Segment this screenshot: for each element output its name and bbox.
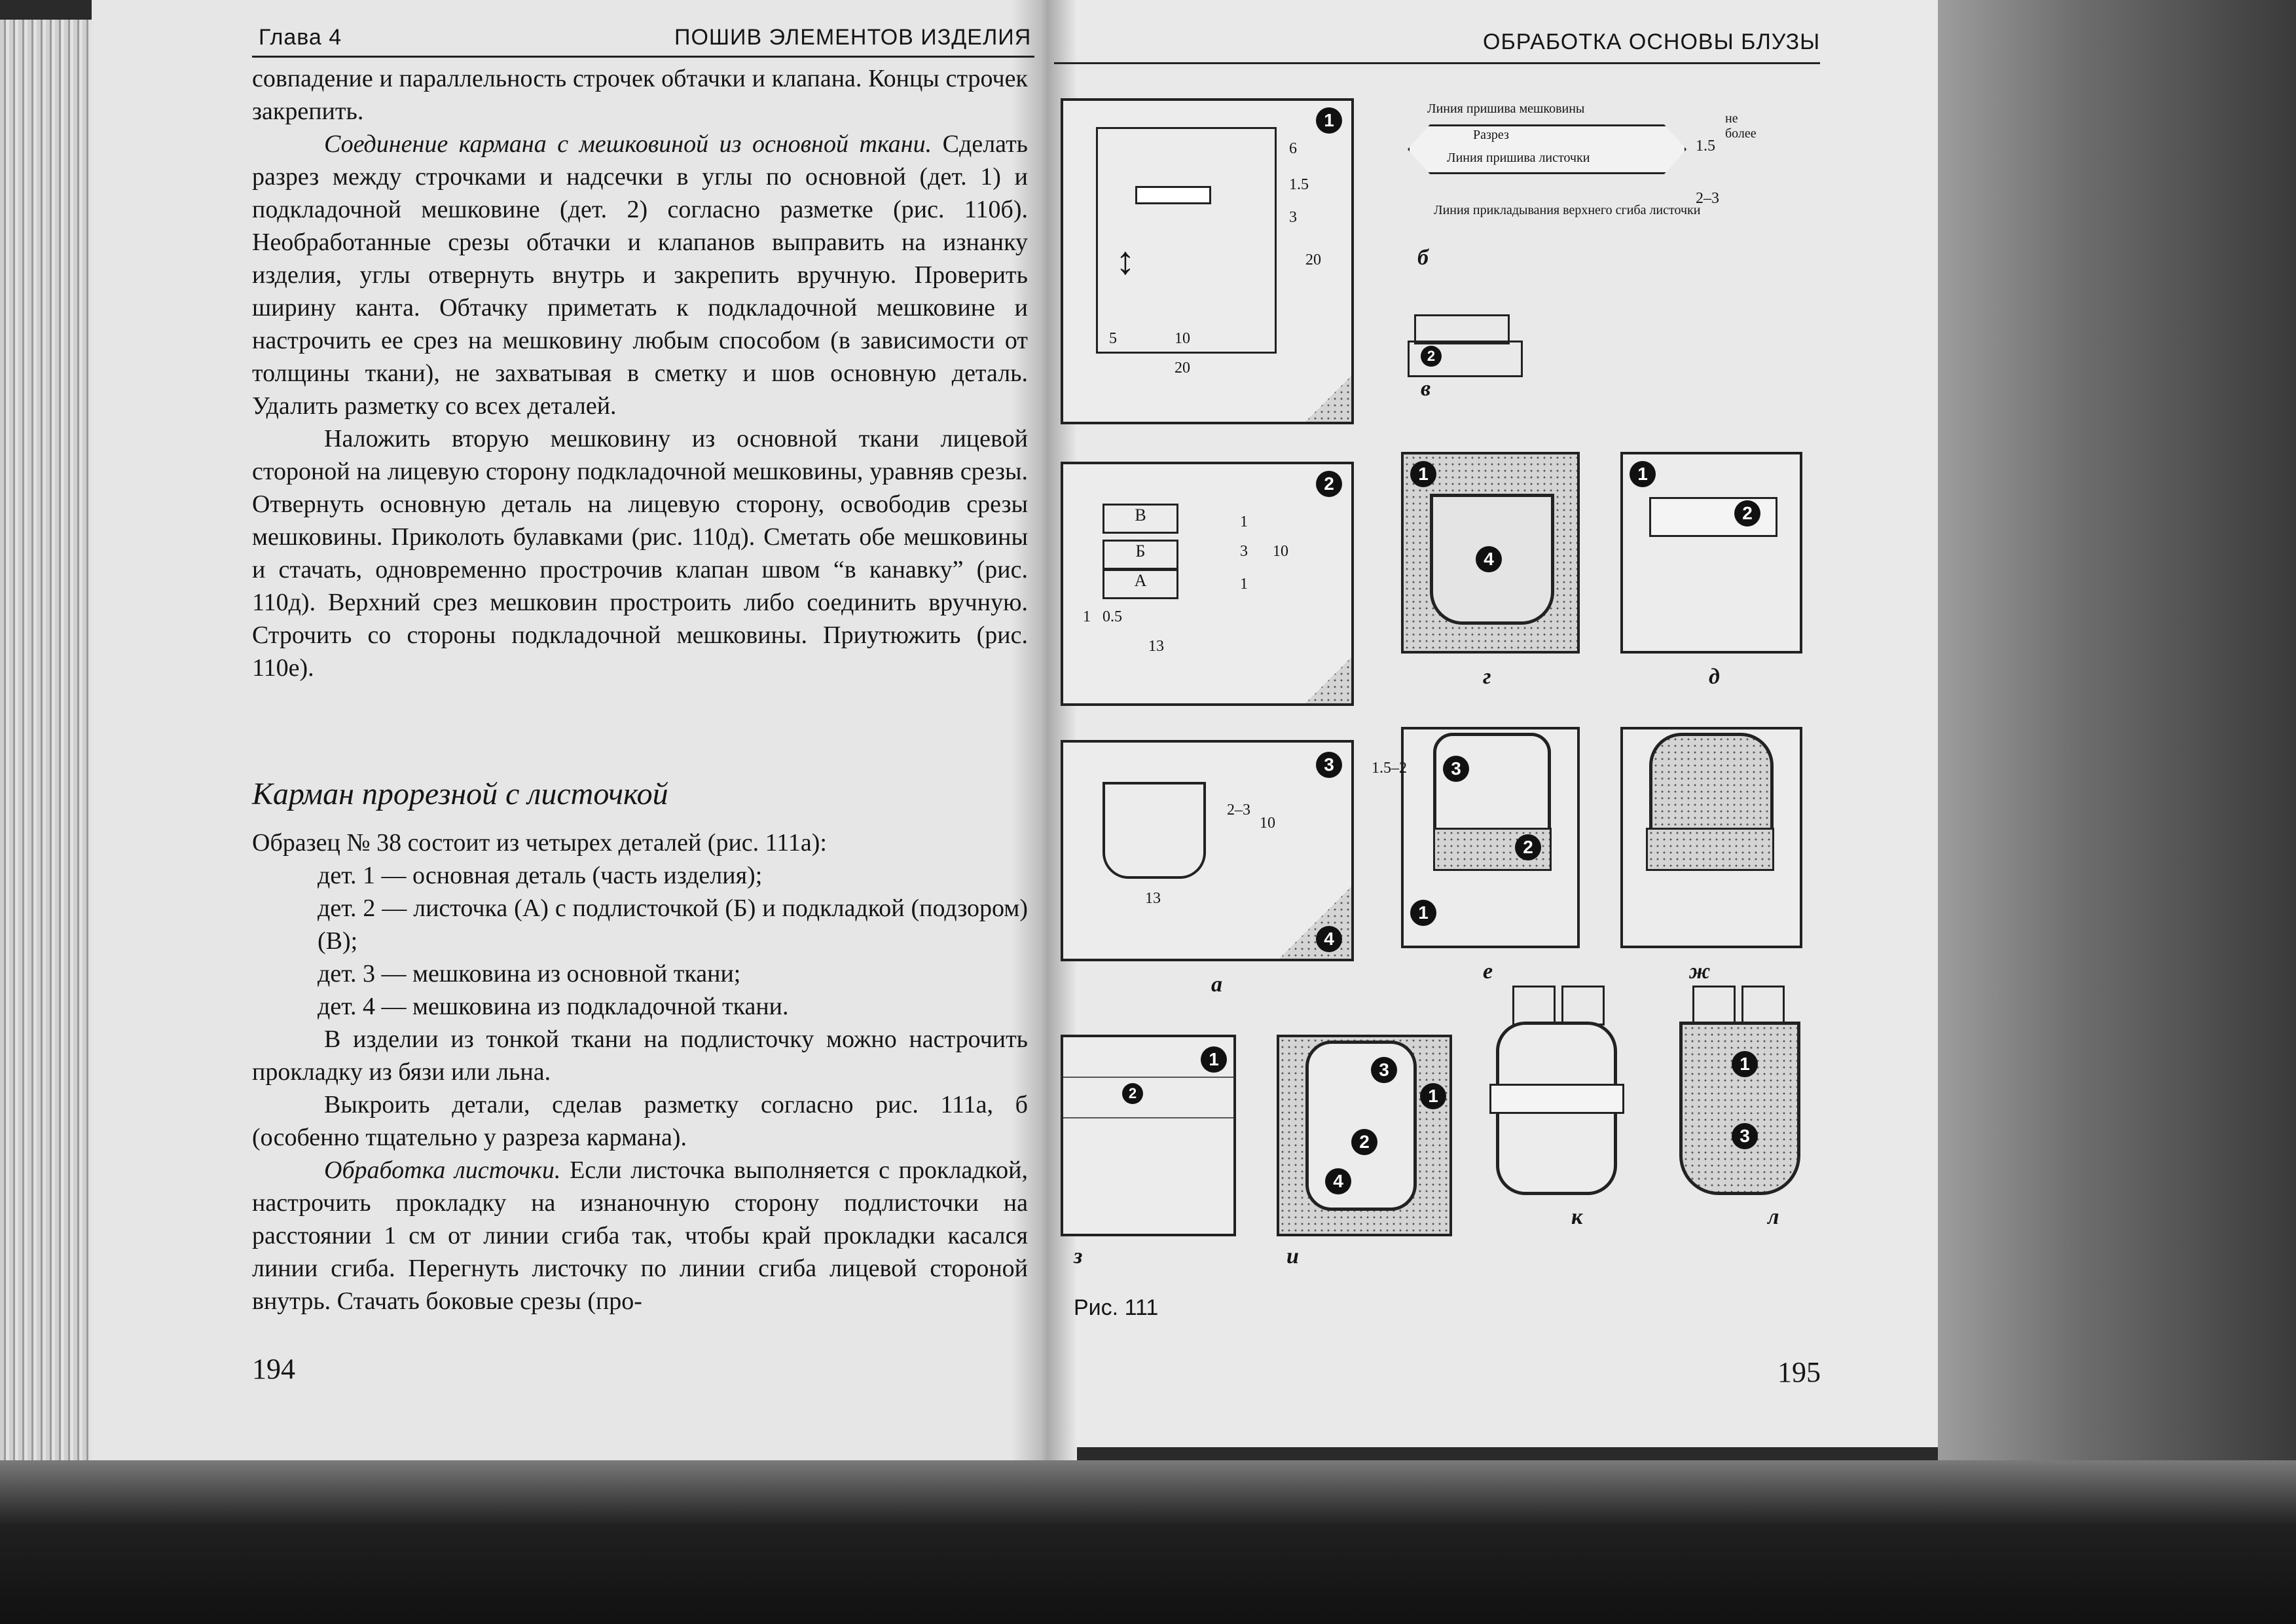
panel-g — [1401, 452, 1580, 654]
folded-corner — [1279, 887, 1351, 959]
details-list — [252, 859, 1028, 1023]
caption-z: з — [1074, 1244, 1083, 1268]
paragraph-lining: В изделии из тонкой ткани на подлисточку можно настрочить прокладку из бязи или льна. — [252, 1025, 1028, 1086]
letter-v: В — [1102, 504, 1178, 534]
panel-a-detail-1 — [1061, 98, 1354, 424]
part-number-1: 1 — [1732, 1051, 1758, 1077]
sample-intro: Образец № 38 состоит из четырех деталей (рис. 111а): — [252, 829, 827, 857]
folded-corner — [1305, 657, 1351, 703]
slit-band — [1063, 1077, 1233, 1118]
panel-l — [1679, 986, 1810, 1202]
letter-b: Б — [1102, 540, 1178, 570]
panel-d — [1620, 452, 1802, 654]
part-number-4: 4 — [1316, 926, 1342, 952]
right-header-rule — [1054, 62, 1820, 64]
left-text-block — [252, 62, 1028, 684]
italic-lead-2: Обработка листочки. — [324, 1156, 561, 1184]
figure-caption: Рис. 111 — [1074, 1295, 1159, 1320]
caption-zh: ж — [1689, 959, 1711, 984]
dim-label: 5 — [1109, 330, 1117, 347]
part-number-1: 1 — [1630, 461, 1656, 487]
dim-label: 6 — [1289, 140, 1297, 157]
left-text-block-2 — [252, 826, 1028, 1318]
dim-label: 20 — [1175, 360, 1190, 377]
paragraph-processing — [252, 1154, 1028, 1318]
leaf-end — [1561, 986, 1605, 1025]
part-number-1: 1 — [1316, 107, 1342, 134]
paragraph-2-text: Сделать разрез между строчками и надсечки в углы по основной (дет. 1) и подкладочной мешковине (дет. 2) согласно разметке (рис. 110б). Необработанные срезы обтачки и клапанов выправить на изнанку изделия, углы отвернуть внутрь и закрепить вручную. Проверить ширину канта. Обтачку приметать к подкладочной мешковине и настрочить ее срез на мешковину любым способом (в зависимости от толщины ткани), не захватывая в сметку и шов основную деталь. Удалить разметку со всех деталей. — [252, 130, 1028, 420]
dim-label: 1 — [1240, 576, 1248, 593]
paragraph-cut: Выкроить детали, сделав разметку согласно рис. 111а, б (особенно тщательно у разреза кармана). — [252, 1091, 1028, 1151]
part-number-2: 2 — [1316, 471, 1342, 497]
dim-label: 10 — [1273, 543, 1288, 560]
part-number-1: 1 — [1410, 461, 1436, 487]
dim-label: 10 — [1260, 815, 1275, 832]
caption-d: д — [1709, 665, 1720, 689]
panel-zh — [1620, 727, 1802, 948]
right-running-title: ОБРАБОТКА ОСНОВЫ БЛУЗЫ — [1483, 29, 1821, 54]
pocket-bag — [1679, 1022, 1800, 1195]
dim-label: 1.5 — [1696, 138, 1715, 155]
label-cut: Разрез — [1473, 128, 1509, 142]
panel-a-detail-3-4 — [1061, 740, 1354, 961]
lining-bag — [1646, 828, 1774, 871]
left-header-rule — [252, 56, 1034, 58]
part-number-2: 2 — [1421, 346, 1442, 367]
paragraph-2 — [252, 128, 1028, 422]
paragraph-processing-text: Если листочка выполняется с прокладкой, настрочить прокладку на изнаночную сторону подлисточки на расстоянии 1 см от линии сгиба так, чтобы край прокладки касался линии сгиба. Перегнуть листочку по линии сгиба лицевой стороной внутрь. Стачать боковые срезы (про- — [252, 1156, 1029, 1315]
paragraph-3: Наложить вторую мешковину из основной ткани лицевой стороной на лицевую сторону подкладочной мешковины, уравняв срезы. Отвернуть основную деталь на лицевую сторону, освободив срезы мешковины. Приколоть булавками (рис. 110д). Сметать обе мешковины и стачать, одновременно прострочив клапан швом “в канавку” (рис. 110д). Верхний срез мешковин простроить либо соединить вручную. Строчить со стороны подкладочной мешковины. Приутюжить (рис. 110е). — [252, 425, 1028, 682]
panel-z — [1061, 1035, 1236, 1236]
part-number-1: 1 — [1420, 1083, 1446, 1109]
part-number-1: 1 — [1410, 900, 1436, 926]
dim-label: 1.5–2 — [1372, 760, 1407, 777]
caption-e: е — [1483, 959, 1493, 984]
detail-item: дет. 2 — листочка (А) с подлисточкой (Б) и подкладкой (подзором) (В); — [318, 895, 1028, 955]
label-line: Линия пришива листочки — [1447, 151, 1590, 165]
left-running-title: ПОШИВ ЭЛЕМЕНТОВ ИЗДЕЛИЯ — [674, 25, 1032, 50]
label-max: не более — [1725, 111, 1757, 141]
caption-v: в — [1421, 377, 1431, 401]
right-page-number: 195 — [1777, 1356, 1821, 1388]
part-number-3: 3 — [1371, 1057, 1397, 1083]
part-number-2: 2 — [1122, 1083, 1143, 1104]
leaf-end — [1512, 986, 1556, 1025]
folded-corner — [1305, 376, 1351, 422]
detail-item: дет. 4 — мешковина из подкладочной ткани. — [318, 993, 789, 1020]
detail-item: дет. 3 — мешковина из основной ткани; — [318, 960, 741, 987]
label-line: Линия прикладывания верхнего сгиба листочки — [1434, 203, 1701, 217]
panel-v — [1408, 308, 1525, 406]
right-shadow — [1938, 0, 2296, 1624]
part-number-3: 3 — [1316, 752, 1342, 778]
pocket-bag — [1305, 1041, 1417, 1211]
section-heading: Карман прорезной с листочкой — [252, 777, 668, 811]
leaf-end — [1741, 986, 1785, 1025]
caption-i: и — [1286, 1244, 1299, 1268]
chapter-label: Глава 4 — [259, 25, 342, 50]
dim-label: 10 — [1175, 330, 1190, 347]
left-page-number: 194 — [252, 1353, 295, 1385]
paragraph-1: совпадение и параллельность строчек обтачки и клапана. Концы строчек закрепить. — [252, 65, 1028, 125]
caption-a: а — [1211, 972, 1222, 997]
part-number-3: 3 — [1732, 1123, 1758, 1149]
pocket-outline — [1102, 782, 1206, 879]
panel-b — [1394, 98, 1761, 275]
dim-label: 2–3 — [1227, 802, 1250, 819]
dim-label: 3 — [1289, 209, 1297, 226]
dim-label: 20 — [1305, 251, 1321, 268]
letter-a: А — [1102, 569, 1178, 599]
dim-label: 1 — [1083, 608, 1091, 625]
leaf-strip — [1489, 1084, 1624, 1114]
caption-g: г — [1483, 665, 1491, 689]
grain-arrow-icon: ↕ — [1116, 239, 1135, 282]
panel-i — [1277, 1035, 1452, 1236]
dim-label: 3 — [1240, 543, 1248, 560]
part-number-2: 2 — [1734, 500, 1760, 526]
dim-label: 13 — [1145, 890, 1161, 907]
dim-label: 1 — [1240, 513, 1248, 530]
dim-label: 13 — [1148, 638, 1164, 655]
dim-label: 0.5 — [1102, 608, 1122, 625]
slit-mark — [1135, 186, 1211, 204]
part-number-4: 4 — [1325, 1168, 1351, 1194]
part-number-4: 4 — [1476, 546, 1502, 572]
part-number-1: 1 — [1201, 1046, 1227, 1073]
part-number-2: 2 — [1515, 834, 1541, 860]
caption-b: б — [1417, 246, 1429, 270]
caption-l: л — [1768, 1205, 1779, 1229]
panel-e — [1401, 727, 1580, 948]
part-number-2: 2 — [1351, 1129, 1377, 1155]
panel-k — [1476, 986, 1627, 1202]
italic-lead: Соединение кармана с мешковиной из основной ткани. — [324, 130, 932, 158]
panel-a-detail-2 — [1061, 462, 1354, 706]
slit-shape — [1408, 124, 1686, 174]
dim-label: 2–3 — [1696, 190, 1719, 207]
dim-label: 1.5 — [1289, 176, 1309, 193]
caption-k: к — [1571, 1205, 1583, 1229]
part-number-3: 3 — [1443, 756, 1469, 782]
detail-item: дет. 1 — основная деталь (часть изделия); — [318, 862, 763, 889]
bottom-shadow — [0, 1460, 2296, 1624]
label-line: Линия пришива мешковины — [1427, 101, 1585, 116]
leaf-end — [1692, 986, 1736, 1025]
